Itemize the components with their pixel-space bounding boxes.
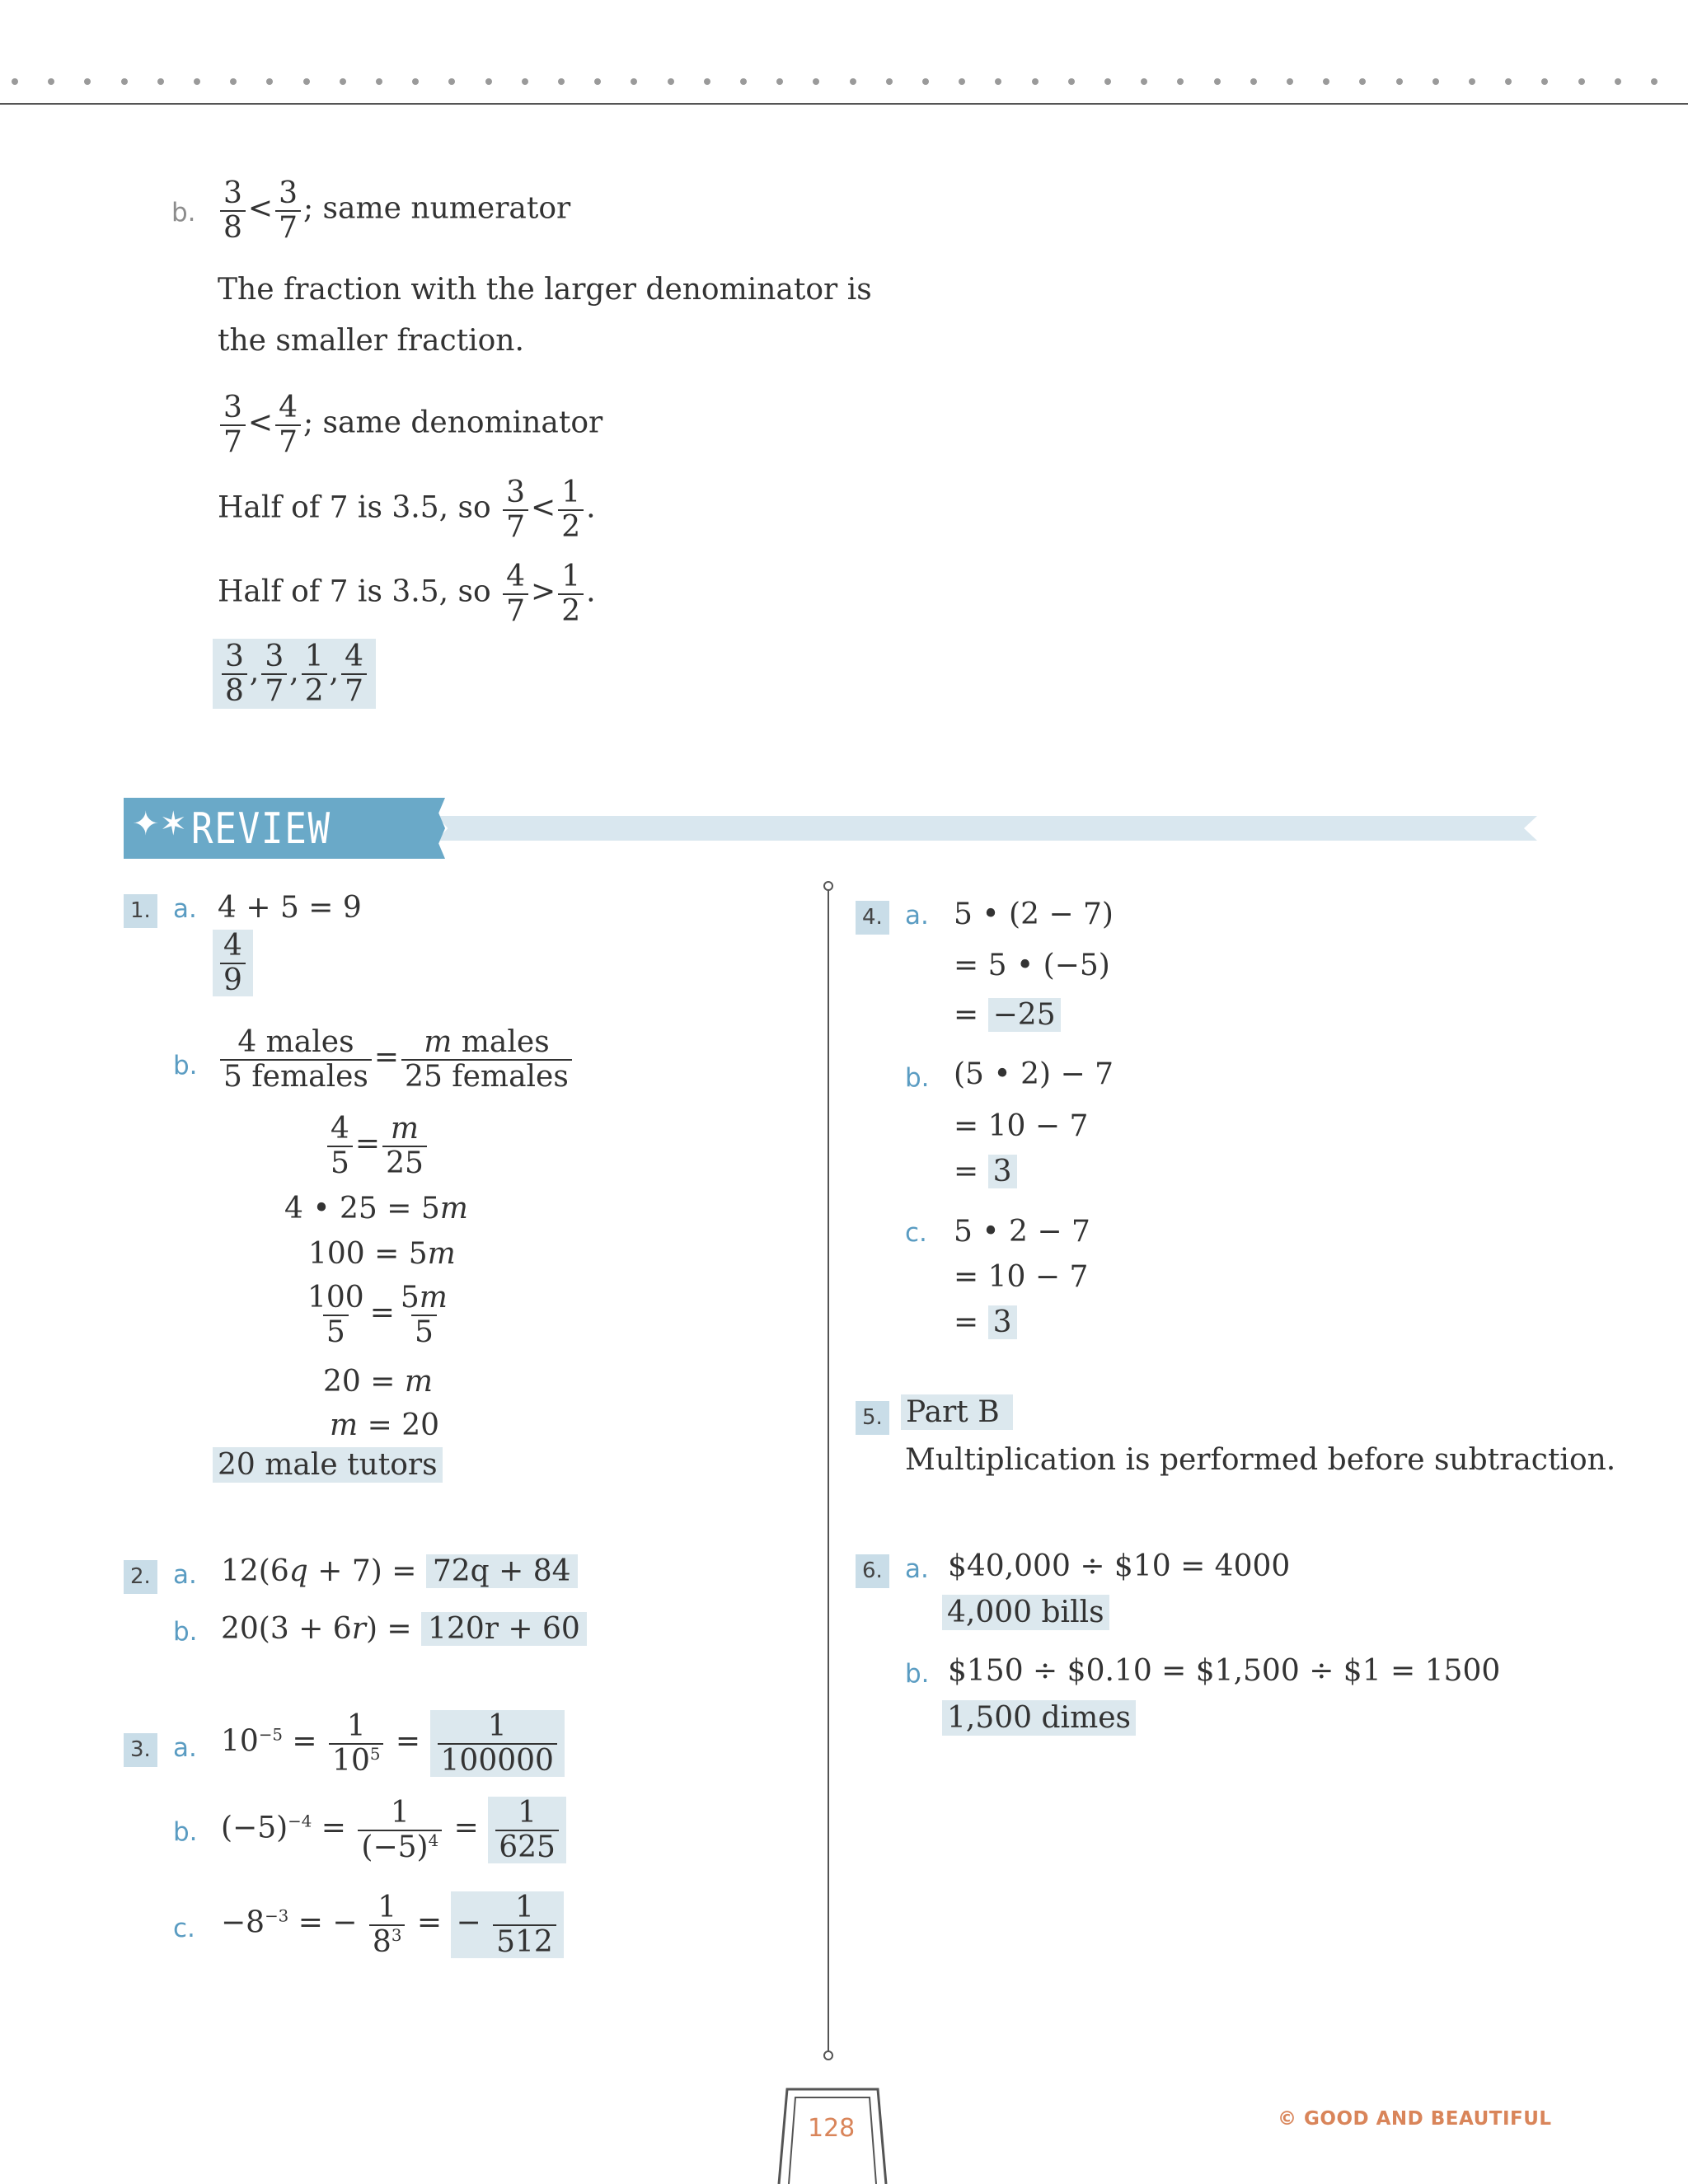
- q1-b-answer: 20 male tutors: [213, 1447, 443, 1483]
- q1-b-step-1: $\frac{4}{5}$ = $\frac{m}{25}$: [325, 1113, 429, 1179]
- q4-c-line-3: = 3: [954, 1305, 1017, 1340]
- q4-b-answer: 3: [988, 1155, 1017, 1188]
- border-dot: [776, 78, 783, 85]
- border-dot: [1250, 78, 1257, 85]
- border-dot: [1578, 78, 1585, 85]
- border-dot: [448, 78, 455, 85]
- ordered-fractions-answer: $\frac{3}{8}$ , $\frac{3}{7}$ , $\frac{1}{2}$ , $\frac{4}{7}$: [213, 639, 376, 709]
- border-dot: [1396, 78, 1403, 85]
- border-dot: [1432, 78, 1439, 85]
- border-dot: [48, 78, 54, 85]
- border-dot: [1615, 78, 1621, 85]
- border-dot: [1068, 78, 1075, 85]
- border-dot: [1032, 78, 1039, 85]
- page-number: 128: [808, 2114, 856, 2143]
- border-dot: [740, 78, 747, 85]
- border-dot: [412, 78, 419, 85]
- q4-b-line-1: (5 • 2) − 7: [954, 1057, 1114, 1091]
- border-dot: [704, 78, 710, 85]
- q2-b-answer: 120r + 60: [421, 1612, 587, 1646]
- border-dot: [522, 78, 528, 85]
- q6-a-equation: $40,000 ÷ $10 = 4000: [948, 1549, 1291, 1583]
- question-number-5: 5.: [856, 1401, 889, 1435]
- q6-a-answer: 4,000 bills: [942, 1595, 1109, 1630]
- border-dot: [157, 78, 164, 85]
- border-dot: [668, 78, 674, 85]
- border-dot: [340, 78, 346, 85]
- border-dot: [850, 78, 856, 85]
- q5-answer: Part B: [901, 1394, 1013, 1430]
- border-dot: [266, 78, 273, 85]
- copyright: © GOOD AND BEAUTIFUL: [1278, 2108, 1552, 2130]
- star-icon: ✦✶: [132, 805, 188, 843]
- question-number-6: 6.: [856, 1554, 889, 1588]
- q3-a-label: a.: [173, 1733, 197, 1763]
- q1-a-equation: 4 + 5 = 9: [218, 891, 362, 925]
- q3-b-label: b.: [173, 1817, 198, 1847]
- border-dot: [558, 78, 565, 85]
- review-tape: [437, 816, 1537, 841]
- q2-a-equation: 12(6q + 7) = 72q + 84: [221, 1554, 578, 1589]
- border-dot: [230, 78, 237, 85]
- border-dot: [886, 78, 893, 85]
- q3-c-label: c.: [173, 1914, 195, 1943]
- q4-b-line-2: = 10 − 7: [954, 1109, 1089, 1143]
- q1-a-label: a.: [173, 894, 197, 924]
- border-dot: [631, 78, 637, 85]
- item-label-b: b.: [171, 198, 196, 227]
- border-dot: [1323, 78, 1329, 85]
- q4-a-answer: −25: [988, 998, 1061, 1032]
- q6-b-label: b.: [905, 1659, 930, 1689]
- q2-a-answer: 72q + 84: [426, 1554, 578, 1588]
- explanation-line-2: the smaller fraction.: [218, 324, 524, 358]
- border-dot: [922, 78, 929, 85]
- review-title: REVIEW: [191, 804, 331, 854]
- q3-b-equation: $(-5)^{-4}$ = $\frac{1}{(-5)^4}$ = $\frac{1}{625}$: [221, 1797, 566, 1863]
- q4-a-line-3: = −25: [954, 997, 1061, 1033]
- border-dot: [194, 78, 200, 85]
- q4-a-line-2: = 5 • (−5): [954, 949, 1110, 982]
- q6-a-label: a.: [905, 1554, 929, 1584]
- q2-b-label: b.: [173, 1617, 198, 1647]
- q1-b-step-5: 20 = m: [323, 1365, 433, 1399]
- border-dot: [1359, 78, 1366, 85]
- border-dot: [1469, 78, 1475, 85]
- border-dot: [959, 78, 965, 85]
- question-number-3: 3.: [124, 1733, 157, 1767]
- border-dot: [1177, 78, 1184, 85]
- border-dot: [485, 78, 492, 85]
- q1-b-label: b.: [173, 1051, 198, 1080]
- q6-b-equation: $150 ÷ $0.10 = $1,500 ÷ $1 = 1500: [948, 1654, 1501, 1688]
- compare-same-denominator: $\frac{3}{7}$ < $\frac{4}{7}$ ; same denominator: [218, 391, 603, 458]
- border-dot: [594, 78, 601, 85]
- border-dot: [995, 78, 1001, 85]
- q3-a-equation: $10^{-5}$ = $\frac{1}{10^5}$ = $\frac{1}{100000}$: [221, 1710, 565, 1777]
- q1-b-step-6: m = 20: [330, 1408, 439, 1442]
- q5-explanation: Multiplication is performed before subtraction.: [905, 1443, 1616, 1477]
- q1-b-step-4: $\frac{100}{5}$ = $\frac{5m}{5}$: [307, 1281, 448, 1349]
- border-dot: [1141, 78, 1147, 85]
- border-dot: [1651, 78, 1658, 85]
- border-dot: [121, 78, 128, 85]
- q1-a-answer: $\frac{4}{9}$: [213, 930, 253, 996]
- border-dot: [376, 78, 382, 85]
- question-number-1: 1.: [124, 894, 157, 928]
- q1-b-step-2: 4 • 25 = 5m: [284, 1192, 468, 1226]
- q4-b-line-3: = 3: [954, 1154, 1017, 1189]
- border-dot: [12, 78, 18, 85]
- border-dot: [1505, 78, 1512, 85]
- q1-b-proportion: $\frac{\text{4 males}}{\text{5 females}}$ = $\frac{\text{m males}}{\text{25 females}}$: [218, 1026, 574, 1093]
- border-dot: [303, 78, 310, 85]
- border-dot: [84, 78, 91, 85]
- half-comparison-2: Half of 7 is 3.5, so $\frac{4}{7}$ > $\frac{1}{2}$ .: [218, 560, 596, 628]
- q1-b-step-3: 100 = 5m: [308, 1237, 456, 1271]
- compare-same-numerator: $\frac{3}{8}$ < $\frac{3}{7}$ ; same numerator: [218, 177, 570, 244]
- border-dot: [1104, 78, 1111, 85]
- q6-b-answer: 1,500 dimes: [942, 1700, 1136, 1736]
- q4-a-line-1: 5 • (2 − 7): [954, 898, 1114, 931]
- q4-c-label: c.: [905, 1218, 927, 1248]
- border-dot: [1541, 78, 1548, 85]
- question-number-4: 4.: [856, 901, 889, 935]
- border-dot: [1287, 78, 1293, 85]
- q4-b-label: b.: [905, 1063, 930, 1093]
- column-divider: [828, 886, 829, 2056]
- q2-b-equation: 20(3 + 6r) = 120r + 60: [221, 1611, 587, 1647]
- question-number-2: 2.: [124, 1560, 157, 1594]
- q3-c-equation: $-8^{-3}$ = − $\frac{1}{8^3}$ = − $\frac{1}{512}$: [221, 1891, 564, 1958]
- q4-c-answer: 3: [988, 1305, 1017, 1339]
- divider-cap-bottom: [823, 2050, 833, 2060]
- divider-cap-top: [823, 881, 833, 891]
- q4-c-line-2: = 10 − 7: [954, 1260, 1089, 1294]
- half-comparison-1: Half of 7 is 3.5, so $\frac{3}{7}$ < $\frac{1}{2}$ .: [218, 476, 596, 544]
- q4-a-label: a.: [905, 901, 929, 930]
- border-dot: [813, 78, 819, 85]
- q2-a-label: a.: [173, 1560, 197, 1590]
- q4-c-line-1: 5 • 2 − 7: [954, 1215, 1090, 1249]
- border-dot: [1214, 78, 1221, 85]
- top-rule: [0, 103, 1688, 105]
- explanation-line-1: The fraction with the larger denominator is: [218, 273, 872, 307]
